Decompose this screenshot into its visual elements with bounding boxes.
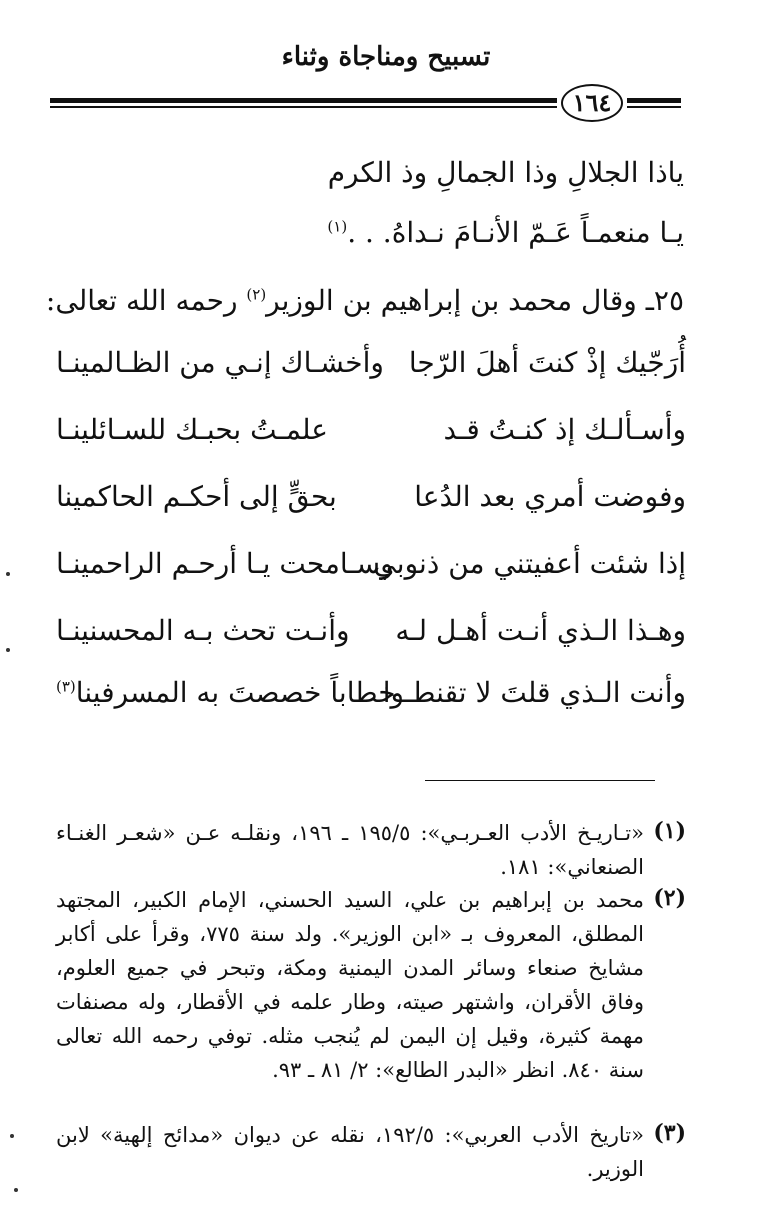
header-rule xyxy=(50,98,557,108)
footnote-number: (٣) xyxy=(653,1120,686,1146)
verse-second-hemistich: بحقٍّ إلى أحكـم الحاكمينا xyxy=(56,480,337,513)
footnote-ref: (٢) xyxy=(246,285,267,304)
verse-second-hemistich xyxy=(56,676,396,709)
header-rule xyxy=(627,98,681,108)
heading-text: رحمه الله تعالى: xyxy=(45,284,247,317)
verse-second-hemistich: وأخشـاك إنـي من الظـالمينـا xyxy=(56,346,384,379)
verse-first-hemistich: وفوضت أمري بعد الدُعا xyxy=(414,480,686,513)
verse-text: يـا منعمـاً عَـمّ الأنـامَ نـداهُ. . . xyxy=(347,216,684,249)
footnote-ref: (٣) xyxy=(56,677,76,696)
scan-speck xyxy=(14,1188,18,1192)
poem-verse xyxy=(56,413,686,463)
verse-line: ياذا الجلالِ وذا الجمالِ وذ الكرم xyxy=(327,156,684,189)
footnote-text: «تـاريـخ الأدب العـربـي»: ١٩٥/٥ ـ ١٩٦، ونقلـه عـن «شعـر الغنـاء الصنعاني»: ١٨١. xyxy=(56,821,644,879)
verse-first-hemistich: وأنت الـذي قلتَ لا تقنطـوا xyxy=(382,676,686,709)
poem-verse xyxy=(56,480,686,530)
verse-first-hemistich: وهـذا الـذي أنـت أهـل لـه xyxy=(395,614,686,647)
footnote-number: (٢) xyxy=(653,885,686,911)
verse-second-hemistich: وسـامحت يـا أرحـم الراحمينـا xyxy=(56,547,394,580)
scan-speck xyxy=(6,648,10,652)
verse-first-hemistich: وأسـألـك إذ كنـتُ قـد xyxy=(443,413,686,446)
scan-speck xyxy=(10,1134,14,1138)
poem-verse xyxy=(56,676,686,726)
poem-verse xyxy=(56,614,686,664)
verse-first-hemistich: إذا شئت أعفيتني من ذنوبي xyxy=(373,547,686,580)
poem-verse xyxy=(56,547,686,597)
running-title: تسبيح ومناجاة وثناء xyxy=(281,42,491,72)
verse-second-hemistich: وأنـت تحث بـه المحسنينـا xyxy=(56,614,350,647)
footnote-text: «تاريخ الأدب العربي»: ١٩٢/٥، نقله عن ديوان «مدائح إلهية» لابن الوزير. xyxy=(56,1123,644,1181)
verse-second-hemistich: علمـتُ بحبـك للسـائلينـا xyxy=(56,413,328,446)
footnote-number: (١) xyxy=(653,818,686,844)
poem-verse xyxy=(56,346,686,396)
footnote-text: محمد بن إبراهيم بن علي، السيد الحسني، الإمام الكبير، المجتهد المطلق، المعروف بـ «ابن الوزير». ولد سنة ٧٧٥، وقرأ على أكابر مشايخ صنعاء وسائر المدن اليمنية ومكة، وتبحر في جميع العلوم، وفاق الأقران، واشتهر صيته، وطار علمه في الأقطار، وله مصنفات مهمة كثيرة، وقيل إن اليمن لم يُنجب مثله. توفي رحمه الله تعالى سنة ٨٤٠. انظر «البدر الطالع»: ٢/ ٨١ ـ ٩٣. xyxy=(56,888,644,1082)
footnote-separator xyxy=(425,780,655,781)
scan-speck xyxy=(6,572,10,576)
verse-first-hemistich: أُرَجّيك إذْ كنتَ أهلَ الرّجا xyxy=(408,346,686,379)
verse-line xyxy=(327,216,684,249)
verse-text: خطاباً خصصتَ به المسرفينا xyxy=(75,676,396,709)
paragraph-heading xyxy=(46,284,684,317)
footnote-ref: (١) xyxy=(327,217,348,236)
heading-text: ٢٥ـ وقال محمد بن إبراهيم بن الوزير xyxy=(266,284,684,317)
page-number: ١٦٤ xyxy=(561,84,623,122)
